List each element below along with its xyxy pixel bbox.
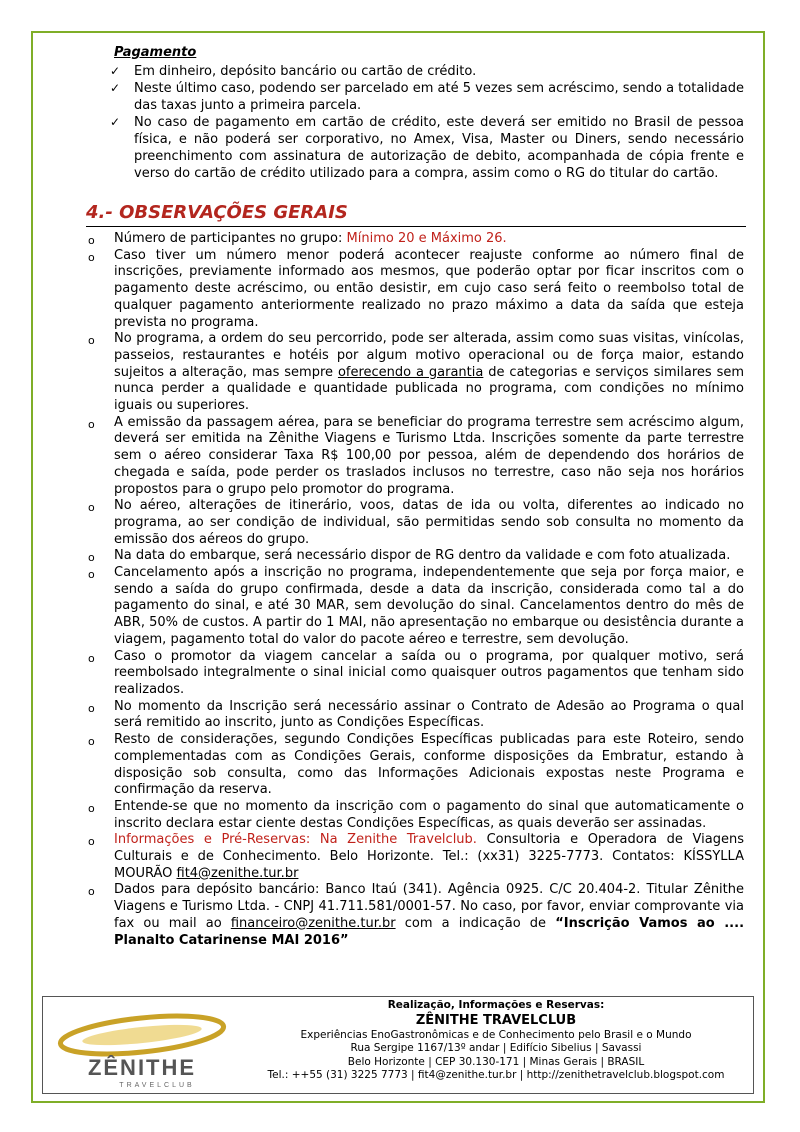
check-icon: ✓ [110,81,121,95]
list-item: o Dados para depósito bancário: Banco Itaú (341). Agência 0925. C/C 20.404-2. Titular Zênithe Viagens e Turismo Ltda. - CNPJ 41.711.581/0001-57. No caso, por favor, enviar comprovante via fax ou mail ao financeiro@zenithe.tur.br com a indicação de “Inscrição Vamos ao .... Planalto Catarinense MAI 2016” [88,882,745,948]
circle-bullet-icon: o [88,835,95,849]
observations-list [86,231,744,949]
list-item: ✓ No caso de pagamento em cartão de crédito, este deverá ser emitido no Brasil de pessoa física, e não poderá ser corporativo, no Amex, Visa, Master ou Diners, sendo necessário preenchimento com assinatura de autorização de debito, acompanhada de cópia frente e verso do cartão de crédito utilizado para a compra, assim como o RG do titular do cartão. [110,115,744,181]
circle-bullet-icon: o [88,701,95,715]
footer-contact: Tel.: ++55 (31) 3225 7773 | fit4@zenithe.tur.br | http://zenithetravelclub.blogspot.com [267,1069,725,1081]
list-item: o Caso o promotor da viagem cancelar a saída ou o programa, por qualquer motivo, será reembolsado integralmente o sinal inicial como quaisquer outros pagamentos que tenham sido realizados. [88,648,744,697]
footer-heading: Realização, Informações e Reservas: [387,999,605,1011]
list-item: o Entende-se que no momento da inscrição com o pagamento do sinal que automaticamente o inscrito declara estar ciente destas Condições Específicas, as quais deverão ser assinadas. [88,798,744,831]
footer-address: Rua Sergipe 1167/13º andar | Edifício Sibelius | Savassi [350,1042,642,1054]
list-item: o Cancelamento após a inscrição no programa, independentemente que seja por força maior, e sendo a saída do grupo confirmada, desde a data da inscrição, considerada como tal a do pagamento do sinal, e até 30 MAR, sem devolução do sinal. Cancelamentos dentro do mês de ABR, 50% de custos. A partir do 1 MAI, não apresentação no embarque ou desistência durante a viagem, pagamento total do valor do pacote aéreo e terrestre, sem devolução. [88,565,744,647]
footer-info [239,999,753,1083]
list-item: o Na data do embarque, será necessário dispor de RG dentro da validade e com foto atualizada. [86,548,744,565]
list-item: o No programa, a ordem do seu percorrido, pode ser alterada, assim como suas visitas, vinícolas, passeios, restaurantes e hotéis por algum motivo operacional ou de força maior, estando sujeitos a alteração, mas sempre oferecendo a garantia de categorias e serviços similares sem nunca perder a qualidade e quantidade publicada no programa, com condições no mínimo iguais ou superiores. [88,331,744,414]
list-item: ✓ Em dinheiro, depósito bancário ou cartão de crédito. [110,64,477,79]
circle-bullet-icon: o [88,501,95,515]
circle-bullet-icon: o [88,334,95,348]
list-item: o No momento da Inscrição será necessário assinar o Contrato de Adesão ao Programa o qual será remitido ao inscrito, junto as Condições Específicas. [88,698,744,731]
circle-bullet-icon: o [88,801,95,815]
list-item: ✓ Neste último caso, podendo ser parcelado em até 5 vezes sem acréscimo, sendo a totalidade das taxas junto a primeira parcela. [110,81,744,113]
logo-subtext: TRAVELCLUB [119,1082,195,1089]
zenithe-swoosh-icon [47,1001,237,1091]
payment-title: Pagamento [114,45,197,60]
circle-bullet-icon: o [88,651,95,665]
list-item: o Caso tiver um número menor poderá acontecer reajuste conforme ao número final de inscrições, previamente informado aos mesmos, que poderão optar por ficar inscritos com o pagamento deste acréscimo, ou então desistir, em cujo caso será feito o reembolso total de qualquer pagamento anteriormente realizado no prazo máximo a data da saída que esteja prevista no programa. [88,247,744,330]
logo-text: ZÊNITHE [87,1055,197,1080]
circle-bullet-icon: o [88,885,95,899]
circle-bullet-icon: o [88,735,95,749]
footer-city: Belo Horizonte | CEP 30.130-171 | Minas Gerais | BRASIL [347,1055,645,1068]
check-icon: ✓ [110,115,121,129]
circle-bullet-icon: o [88,417,95,431]
list-item: o No aéreo, alterações de itinerário, voos, datas de ida ou volta, diferentes ao indicado no programa, ao ser condição de individual, são permitidas sendo sob consulta no momento da emissão dos aéreos do grupo. [88,498,744,547]
check-icon: ✓ [110,64,121,78]
list-item: o A emissão da passagem aérea, para se beneficiar do programa terrestre sem acréscimo algum, deverá ser emitida na Zênithe Viagens e Turismo Ltda. Inscrições somente da parte terrestre sem o aéreo considerar Taxa R$ 100,00 por pessoa, além de dependendo dos horários de chegada e saída, pode perder os traslados inclusos no terrestre, caso não seja nos horários propostos para o grupo pelo promotor do programa. [88,414,744,497]
circle-bullet-icon: o [88,551,95,565]
zenithe-logo [47,1001,237,1091]
contact-email-link[interactable]: fit4@zenithe.tur.br [176,865,299,881]
circle-bullet-icon: o [88,234,95,247]
list-item: o Informações e Pré-Reservas: Na Zenithe Travelclub. Consultoria e Operadora de Viagens Culturais e de Conhecimento. Belo Horizonte. Tel.: (xx31) 3225-7773. Contatos: KÍSSYLLA MOURÃO fit4@zenithe.tur.br [88,832,744,881]
circle-bullet-icon: o [88,568,95,582]
section-title: 4.- OBSERVAÇÕES GERAIS [86,202,746,227]
finance-email-link[interactable]: financeiro@zenithe.tur.br [230,915,396,931]
payment-list [86,63,744,182]
footer [42,996,754,1094]
list-item: o Resto de considerações, segundo Condições Específicas publicadas para este Roteiro, sendo complementadas com as Condições Gerais, conforme disposições da Embratur, estando à disposição sob consulta, como das Informações Adicionais expostas neste Programa e confirmação da reserva. [88,732,744,798]
document-body [86,44,744,949]
footer-company: ZÊNITHE TRAVELCLUB [415,1012,577,1028]
circle-bullet-icon: o [88,250,95,264]
list-item: o Número de participantes no grupo: Mínimo 20 e Máximo 26. [86,231,744,248]
footer-tagline: Experiências EnoGastronômicas e de Conhecimento pelo Brasil e o Mundo [300,1028,692,1041]
